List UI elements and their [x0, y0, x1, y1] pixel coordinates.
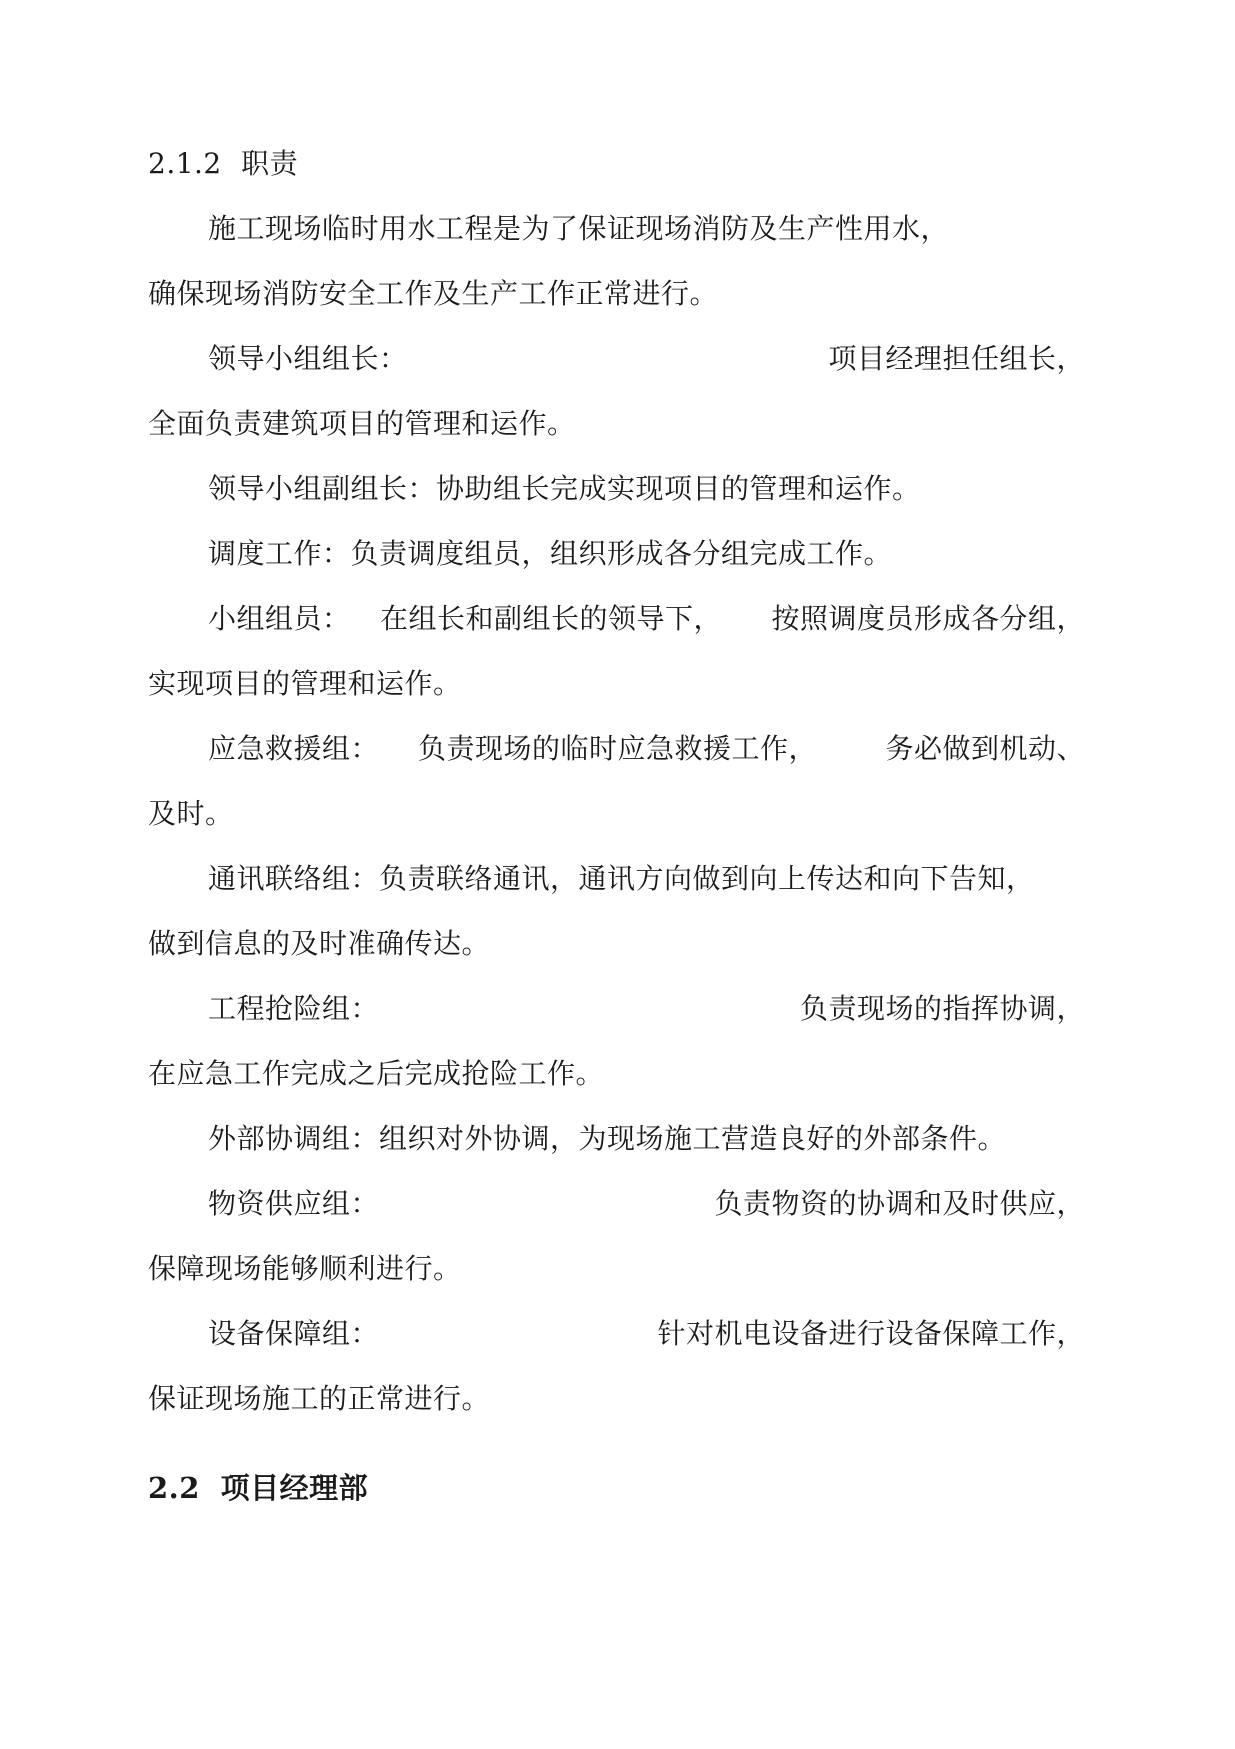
paragraph-label: 领导小组组长：	[208, 342, 408, 375]
paragraph-text: 务必做到机动、	[885, 732, 1085, 765]
paragraph-line: 在应急工作完成之后完成抢险工作。	[148, 1057, 605, 1090]
paragraph-label: 物资供应组：	[208, 1187, 380, 1220]
section-title: 项目经理部	[220, 1471, 369, 1505]
paragraph-line: 施工现场临时用水工程是为了保证现场消防及生产性用水，	[208, 212, 950, 245]
paragraph-text: 按照调度员形成各分组，	[771, 602, 1085, 635]
paragraph-line: 及时。	[148, 797, 234, 830]
section-number: 2.2	[148, 1471, 200, 1505]
paragraph-line: 做到信息的及时准确传达。	[148, 927, 491, 960]
paragraph-label: 工程抢险组：	[208, 992, 380, 1025]
section-number: 2.1.2	[148, 147, 222, 180]
paragraph-label: 应急救援组：	[208, 732, 380, 765]
section-title: 职责	[241, 147, 299, 180]
paragraph-label: 设备保障组：	[208, 1317, 380, 1350]
paragraph-text: 负责物资的协调和及时供应，	[714, 1187, 1085, 1220]
paragraph-text: 项目经理担任组长，	[828, 342, 1085, 375]
paragraph-line: 保障现场能够顺利进行。	[148, 1252, 462, 1285]
section-heading-2-2	[148, 1471, 368, 1505]
paragraph-text: 负责现场的指挥协调，	[799, 992, 1085, 1025]
paragraph-line: 全面负责建筑项目的管理和运作。	[148, 407, 576, 440]
paragraph-text: 在组长和副组长的领导下，	[380, 602, 723, 635]
paragraph-line: 通讯联络组：负责联络通讯，通讯方向做到向上传达和向下告知，	[208, 862, 1035, 895]
paragraph-line: 外部协调组：组织对外协调，为现场施工营造良好的外部条件。	[208, 1122, 1007, 1155]
paragraph-line: 调度工作：负责调度组员，组织形成各分组完成工作。	[208, 537, 893, 570]
paragraph-line: 保证现场施工的正常进行。	[148, 1382, 491, 1415]
section-heading-2-1-2	[148, 147, 298, 181]
paragraph-line: 实现项目的管理和运作。	[148, 667, 462, 700]
paragraph-text: 针对机电设备进行设备保障工作，	[657, 1317, 1085, 1350]
paragraph-line: 领导小组副组长：协助组长完成实现项目的管理和运作。	[208, 472, 921, 505]
paragraph-label: 小组组员：	[208, 602, 351, 635]
paragraph-line: 确保现场消防安全工作及生产工作正常进行。	[148, 277, 719, 310]
paragraph-text: 负责现场的临时应急救援工作，	[418, 732, 818, 765]
